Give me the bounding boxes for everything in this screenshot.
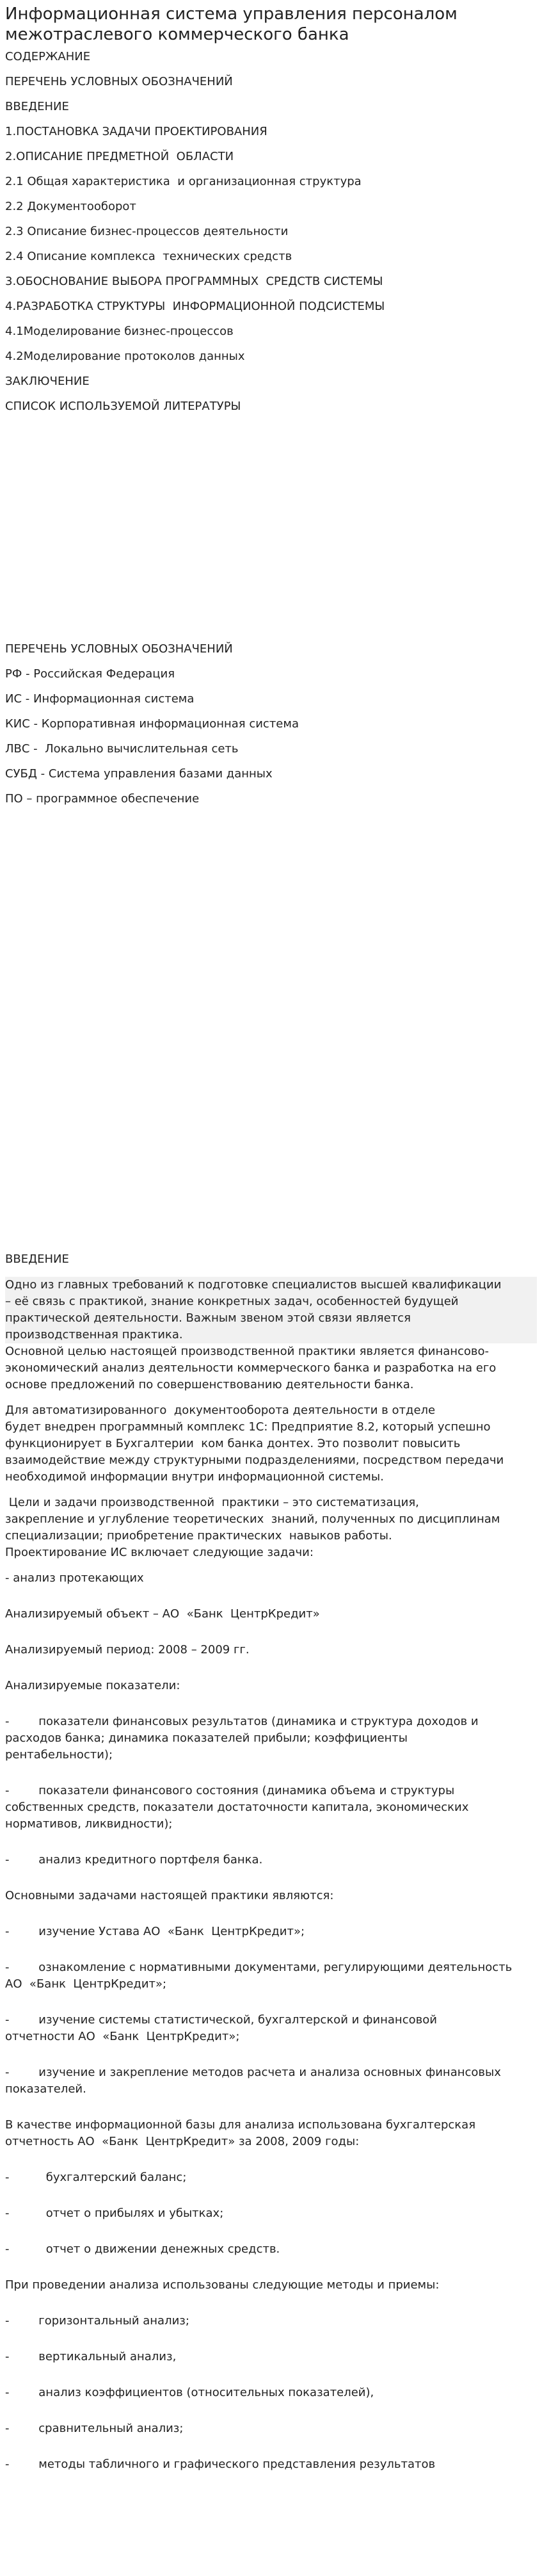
list-item-line: - ознакомление с нормативными документами, регулирующими деятельность <box>5 1961 513 1974</box>
paragraph-line: - анализ протекающих <box>5 1571 144 1585</box>
abbreviation-item: СУБД - Система управления базами данных <box>5 767 273 781</box>
paragraph-line: практической деятельности. Важным звеном этой связи является <box>5 1311 411 1325</box>
list-item-line: - показатели финансовых результатов (динамика и структура доходов и <box>5 1715 479 1728</box>
list-item-line: - изучение системы статистической, бухгалтерской и финансовой <box>5 2013 437 2027</box>
toc-item: 3.ОБОСНОВАНИЕ ВЫБОРА ПРОГРАММНЫХ СРЕДСТВ СИСТЕМЫ <box>5 275 383 288</box>
toc-item: 2.2 Документооборот <box>5 200 136 213</box>
paragraph-line: Проектирование ИС включает следующие задачи: <box>5 1546 314 1559</box>
abbreviation-item: ИС - Информационная система <box>5 692 195 706</box>
intro-paragraph <box>5 1343 537 1393</box>
list-item <box>5 1713 537 1763</box>
toc-item: СПИСОК ИСПОЛЬЗУЕМОЙ ЛИТЕРАТУРЫ <box>5 400 241 413</box>
paragraph-line: производственная практика. <box>5 1328 183 1341</box>
analyzed-period: Анализируемый период: 2008 – 2009 гг. <box>5 1643 250 1657</box>
paragraph-line: В качестве информационной базы для анализа использована бухгалтерская <box>5 2118 476 2132</box>
toc-heading: СОДЕРЖАНИЕ <box>5 50 91 63</box>
document-title: Информационная система управления персоналом межотраслевого коммерческого банка <box>5 4 458 44</box>
list-item <box>5 2012 537 2045</box>
toc-item: 4.1Моделирование бизнес-процессов <box>5 325 234 338</box>
toc-item: 1.ПОСТАНОВКА ЗАДАЧИ ПРОЕКТИРОВАНИЯ <box>5 125 267 138</box>
list-item: - бухгалтерский баланс; <box>5 2171 187 2184</box>
info-base-paragraph <box>5 2117 537 2150</box>
paragraph-line: – её связь с практикой, знание конкретных задач, особенностей будущей <box>5 1295 459 1308</box>
paragraph-line: закрепление и углубление теоретических знаний, полученных по дисциплинам <box>5 1512 500 1526</box>
toc-item: 4.2Моделирование протоколов данных <box>5 350 245 363</box>
list-item: - сравнительный анализ; <box>5 2422 184 2435</box>
list-item: - анализ кредитного портфеля банка. <box>5 1853 263 1867</box>
abbreviation-item: РФ - Российская Федерация <box>5 667 175 681</box>
list-item: - отчет о движении денежных средств. <box>5 2242 280 2256</box>
methods-heading: При проведении анализа использованы следующие методы и приемы: <box>5 2278 440 2292</box>
list-item-line: АО «Банк ЦентрКредит»; <box>5 1977 167 1991</box>
paragraph-line: отчетность АО «Банк ЦентрКредит» за 2008, 2009 годы: <box>5 2135 360 2148</box>
intro-paragraph <box>5 1495 537 1561</box>
paragraph-line: специализации; приобретение практических навыков работы. <box>5 1529 392 1543</box>
toc-item: 2.4 Описание комплекса технических средств <box>5 250 292 263</box>
toc-item: 2.3 Описание бизнес-процессов деятельности <box>5 225 289 238</box>
paragraph-line: Для автоматизированного документооборота деятельности в отделе <box>5 1404 436 1417</box>
intro-paragraph <box>5 1402 537 1486</box>
list-item-line: рентабельности); <box>5 1748 113 1762</box>
paragraph-line: будет внедрен программный комплекс 1С: Предприятие 8.2, который успешно <box>5 1420 491 1434</box>
table-of-contents <box>5 49 537 415</box>
paragraph-line: основе предложений по совершенствованию деятельности банка. <box>5 1378 414 1391</box>
toc-item: ЗАКЛЮЧЕНИЕ <box>5 375 90 388</box>
indicators-heading: Анализируемые показатели: <box>5 1679 180 1692</box>
blank-space <box>5 423 537 641</box>
list-item: - горизонтальный анализ; <box>5 2314 189 2328</box>
list-item-line: - показатели финансового состояния (динамика объема и структуры <box>5 1784 455 1797</box>
list-item-line: собственных средств, показатели достаточности капитала, экономических <box>5 1801 469 1814</box>
list-item <box>5 1959 537 1993</box>
paragraph-line: Цели и задачи производственной практики – это систематизация, <box>5 1496 419 1509</box>
toc-item: ПЕРЕЧЕНЬ УСЛОВНЫХ ОБОЗНАЧЕНИЙ <box>5 75 233 88</box>
toc-item: 2.1 Общая характеристика и организационная структура <box>5 175 362 188</box>
list-item: - анализ коэффициентов (относительных показателей), <box>5 2386 374 2399</box>
abbreviation-item: ЛВС - Локально вычислительная сеть <box>5 742 239 756</box>
introduction-section <box>5 1251 537 2473</box>
paragraph-line: необходимой информации внутри информационной системы. <box>5 1470 384 1484</box>
toc-item: 2.ОПИСАНИЕ ПРЕДМЕТНОЙ ОБЛАСТИ <box>5 150 234 163</box>
introduction-heading: ВВЕДЕНИЕ <box>5 1252 69 1266</box>
list-item: - изучение Устава АО «Банк ЦентрКредит»; <box>5 1925 305 1938</box>
paragraph-line: функционирует в Бухгалтерии ком банка донтех. Это позволит повысить <box>5 1437 461 1450</box>
blank-space <box>5 816 537 1251</box>
paragraph-line: Одно из главных требований к подготовке специалистов высшей квалификации <box>5 1278 502 1292</box>
list-item <box>5 1783 537 1833</box>
abbreviations-section <box>5 641 537 807</box>
list-item-line: нормативов, ликвидности); <box>5 1817 173 1831</box>
paragraph-line: Основной целью настоящей производственной практики является финансово- <box>5 1345 490 1358</box>
list-item <box>5 2064 537 2098</box>
intro-paragraph <box>5 1277 537 1343</box>
list-item-line: - изучение и закрепление методов расчета и анализа основных финансовых <box>5 2066 501 2079</box>
list-item-line: отчетности АО «Банк ЦентрКредит»; <box>5 2030 240 2043</box>
tasks-heading: Основными задачами настоящей практики являются: <box>5 1889 334 1902</box>
analyzed-object: Анализируемый объект – АО «Банк ЦентрКредит» <box>5 1607 320 1621</box>
list-item-line: показателей. <box>5 2082 86 2096</box>
paragraph-line: экономический анализ деятельности коммерческого банка и разработка на его <box>5 1361 497 1375</box>
abbreviation-item: КИС - Корпоративная информационная система <box>5 717 299 731</box>
toc-item: ВВЕДЕНИЕ <box>5 100 69 113</box>
abbreviations-heading: ПЕРЕЧЕНЬ УСЛОВНЫХ ОБОЗНАЧЕНИЙ <box>5 642 233 656</box>
list-item-line: расходов банка; динамика показателей прибыли; коэффициенты <box>5 1731 408 1745</box>
list-item: - методы табличного и графического представления результатов <box>5 2458 436 2471</box>
list-item: - отчет о прибылях и убытках; <box>5 2207 224 2220</box>
paragraph-line: взаимодействие между структурными подразделениями, посредством передачи <box>5 1454 504 1467</box>
toc-item: 4.РАЗРАБОТКА СТРУКТУРЫ ИНФОРМАЦИОННОЙ ПОДСИСТЕМЫ <box>5 300 385 313</box>
abbreviation-item: ПО – программное обеспечение <box>5 792 200 806</box>
list-item: - вертикальный анализ, <box>5 2350 177 2363</box>
